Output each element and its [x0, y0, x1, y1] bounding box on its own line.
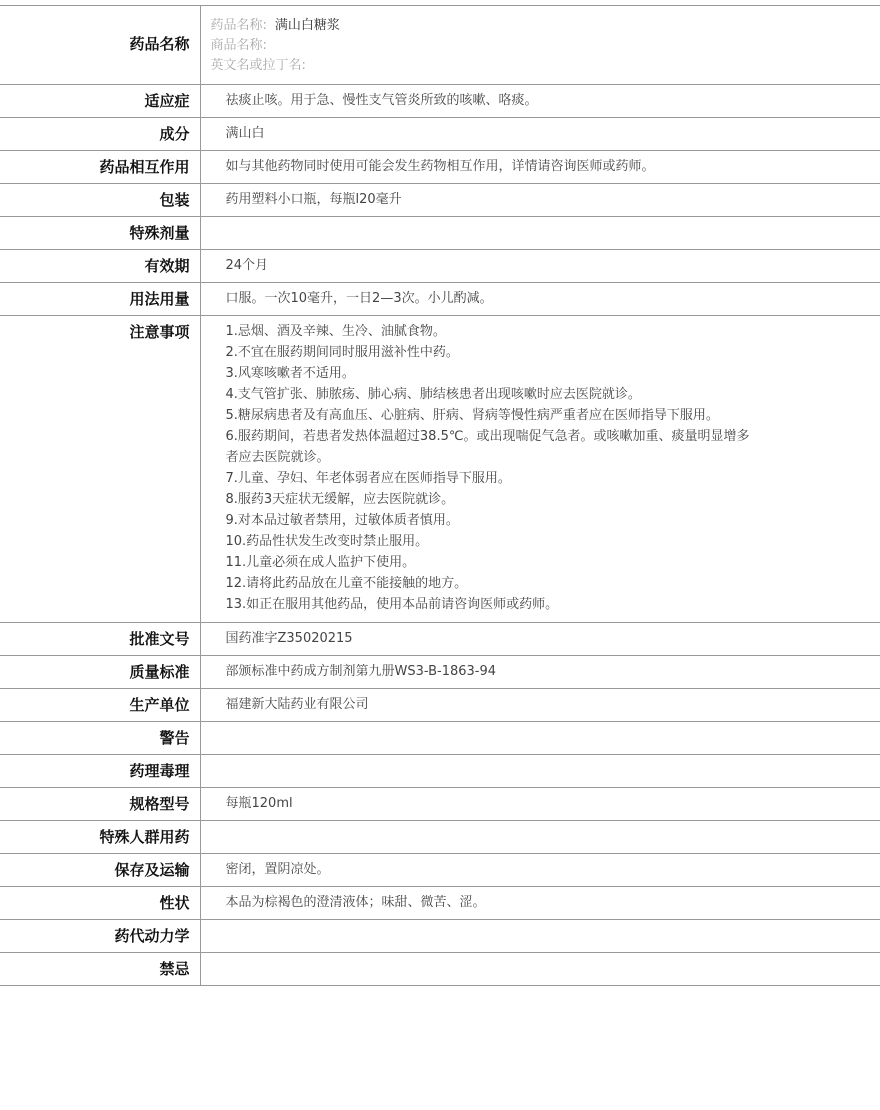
row-value — [200, 6, 880, 85]
english-name-key: 英文名或拉丁名: — [210, 58, 306, 73]
row-special-populations — [0, 821, 880, 854]
note-item: 6.服药期间，若患者发热体温超过38.5℃。或出现喘促气急者。或咳嗽加重、痰量明显增多者应去医院就诊。 — [225, 429, 750, 465]
row-label: 质量标准 — [0, 656, 200, 689]
row-manufacturer — [0, 689, 880, 722]
row-label: 药代动力学 — [0, 920, 200, 953]
generic-name-line — [211, 16, 880, 36]
row-label: 禁忌 — [0, 953, 200, 986]
note-item: 7.儿童、孕妇、年老体弱者应在医师指导下服用。 — [225, 471, 511, 486]
note-item: 1.忌烟、酒及辛辣、生冷、油腻食物。 — [225, 324, 446, 339]
row-label: 特殊剂量 — [0, 217, 200, 250]
row-warning — [0, 722, 880, 755]
generic-name-value: 满山白糖浆 — [274, 18, 340, 33]
row-value — [200, 953, 880, 986]
row-label: 成分 — [0, 118, 200, 151]
row-label: 性状 — [0, 887, 200, 920]
row-value: 药用塑料小口瓶，每瓶l20毫升 — [200, 184, 880, 217]
note-item: 8.服药3天症状无缓解，应去医院就诊。 — [225, 492, 455, 507]
row-value: 本品为棕褐色的澄清液体；味甜、微苦、涩。 — [200, 887, 880, 920]
row-label: 批准文号 — [0, 623, 200, 656]
row-quality-standard — [0, 656, 880, 689]
note-item: 5.糖尿病患者及有高血压、心脏病、肝病、肾病等慢性病严重者应在医师指导下服用。 — [225, 408, 719, 423]
row-value — [200, 920, 880, 953]
trade-name-key: 商品名称: — [210, 38, 267, 53]
row-precautions — [0, 316, 880, 623]
row-specification — [0, 788, 880, 821]
row-value: 密闭，置阴凉处。 — [200, 854, 880, 887]
row-value: 福建新大陆药业有限公司 — [200, 689, 880, 722]
row-label: 规格型号 — [0, 788, 200, 821]
row-value: 部颁标准中药成方制剂第九册WS3-B-1863-94 — [200, 656, 880, 689]
note-item: 10.药品性状发生改变时禁止服用。 — [225, 534, 429, 549]
row-drug-name — [0, 6, 880, 85]
row-value: 国药准字Z35020215 — [200, 623, 880, 656]
note-item: 12.请将此药品放在儿童不能接触的地方。 — [225, 576, 468, 591]
row-pharmacology — [0, 755, 880, 788]
row-value — [200, 821, 880, 854]
note-item: 9.对本品过敏者禁用，过敏体质者慎用。 — [225, 513, 459, 528]
row-value: 满山白 — [200, 118, 880, 151]
row-value: 祛痰止咳。用于急、慢性支气管炎所致的咳嗽、咯痰。 — [200, 85, 880, 118]
row-label: 药品相互作用 — [0, 151, 200, 184]
row-value — [200, 755, 880, 788]
row-pharmacokinetics — [0, 920, 880, 953]
row-label: 适应症 — [0, 85, 200, 118]
note-item: 2.不宜在服药期间同时服用滋补性中药。 — [225, 345, 459, 360]
row-value: 每瓶120ml — [200, 788, 880, 821]
row-interactions — [0, 151, 880, 184]
row-label: 包装 — [0, 184, 200, 217]
row-label: 注意事项 — [0, 316, 200, 623]
note-item: 4.支气管扩张、肺脓疡、肺心病、肺结核患者出现咳嗽时应去医院就诊。 — [225, 387, 641, 402]
row-packaging — [0, 184, 880, 217]
note-item: 11.儿童必须在成人监护下使用。 — [225, 555, 416, 570]
row-label: 药理毒理 — [0, 755, 200, 788]
row-special-dosage — [0, 217, 880, 250]
row-value: 口服。一次10毫升，一日2—3次。小儿酌减。 — [200, 283, 880, 316]
english-name-line — [211, 56, 880, 76]
row-approval-number — [0, 623, 880, 656]
row-label: 保存及运输 — [0, 854, 200, 887]
row-storage — [0, 854, 880, 887]
row-label: 生产单位 — [0, 689, 200, 722]
row-value — [200, 722, 880, 755]
row-value — [200, 316, 880, 623]
row-label: 药品名称 — [0, 6, 200, 85]
row-indication — [0, 85, 880, 118]
row-dosage — [0, 283, 880, 316]
drug-spec-table — [0, 5, 880, 986]
row-ingredients — [0, 118, 880, 151]
generic-name-key: 药品名称: — [210, 18, 267, 33]
row-label: 警告 — [0, 722, 200, 755]
row-value: 如与其他药物同时使用可能会发生药物相互作用，详情请咨询医师或药师。 — [200, 151, 880, 184]
trade-name-line — [211, 36, 880, 56]
row-contraindications — [0, 953, 880, 986]
row-label: 有效期 — [0, 250, 200, 283]
row-appearance — [0, 887, 880, 920]
row-value: 24个月 — [200, 250, 880, 283]
note-item: 13.如正在服用其他药品，使用本品前请咨询医师或药师。 — [225, 597, 559, 612]
row-label: 特殊人群用药 — [0, 821, 200, 854]
row-shelf-life — [0, 250, 880, 283]
note-item: 3.风寒咳嗽者不适用。 — [225, 366, 355, 381]
row-value — [200, 217, 880, 250]
row-label: 用法用量 — [0, 283, 200, 316]
